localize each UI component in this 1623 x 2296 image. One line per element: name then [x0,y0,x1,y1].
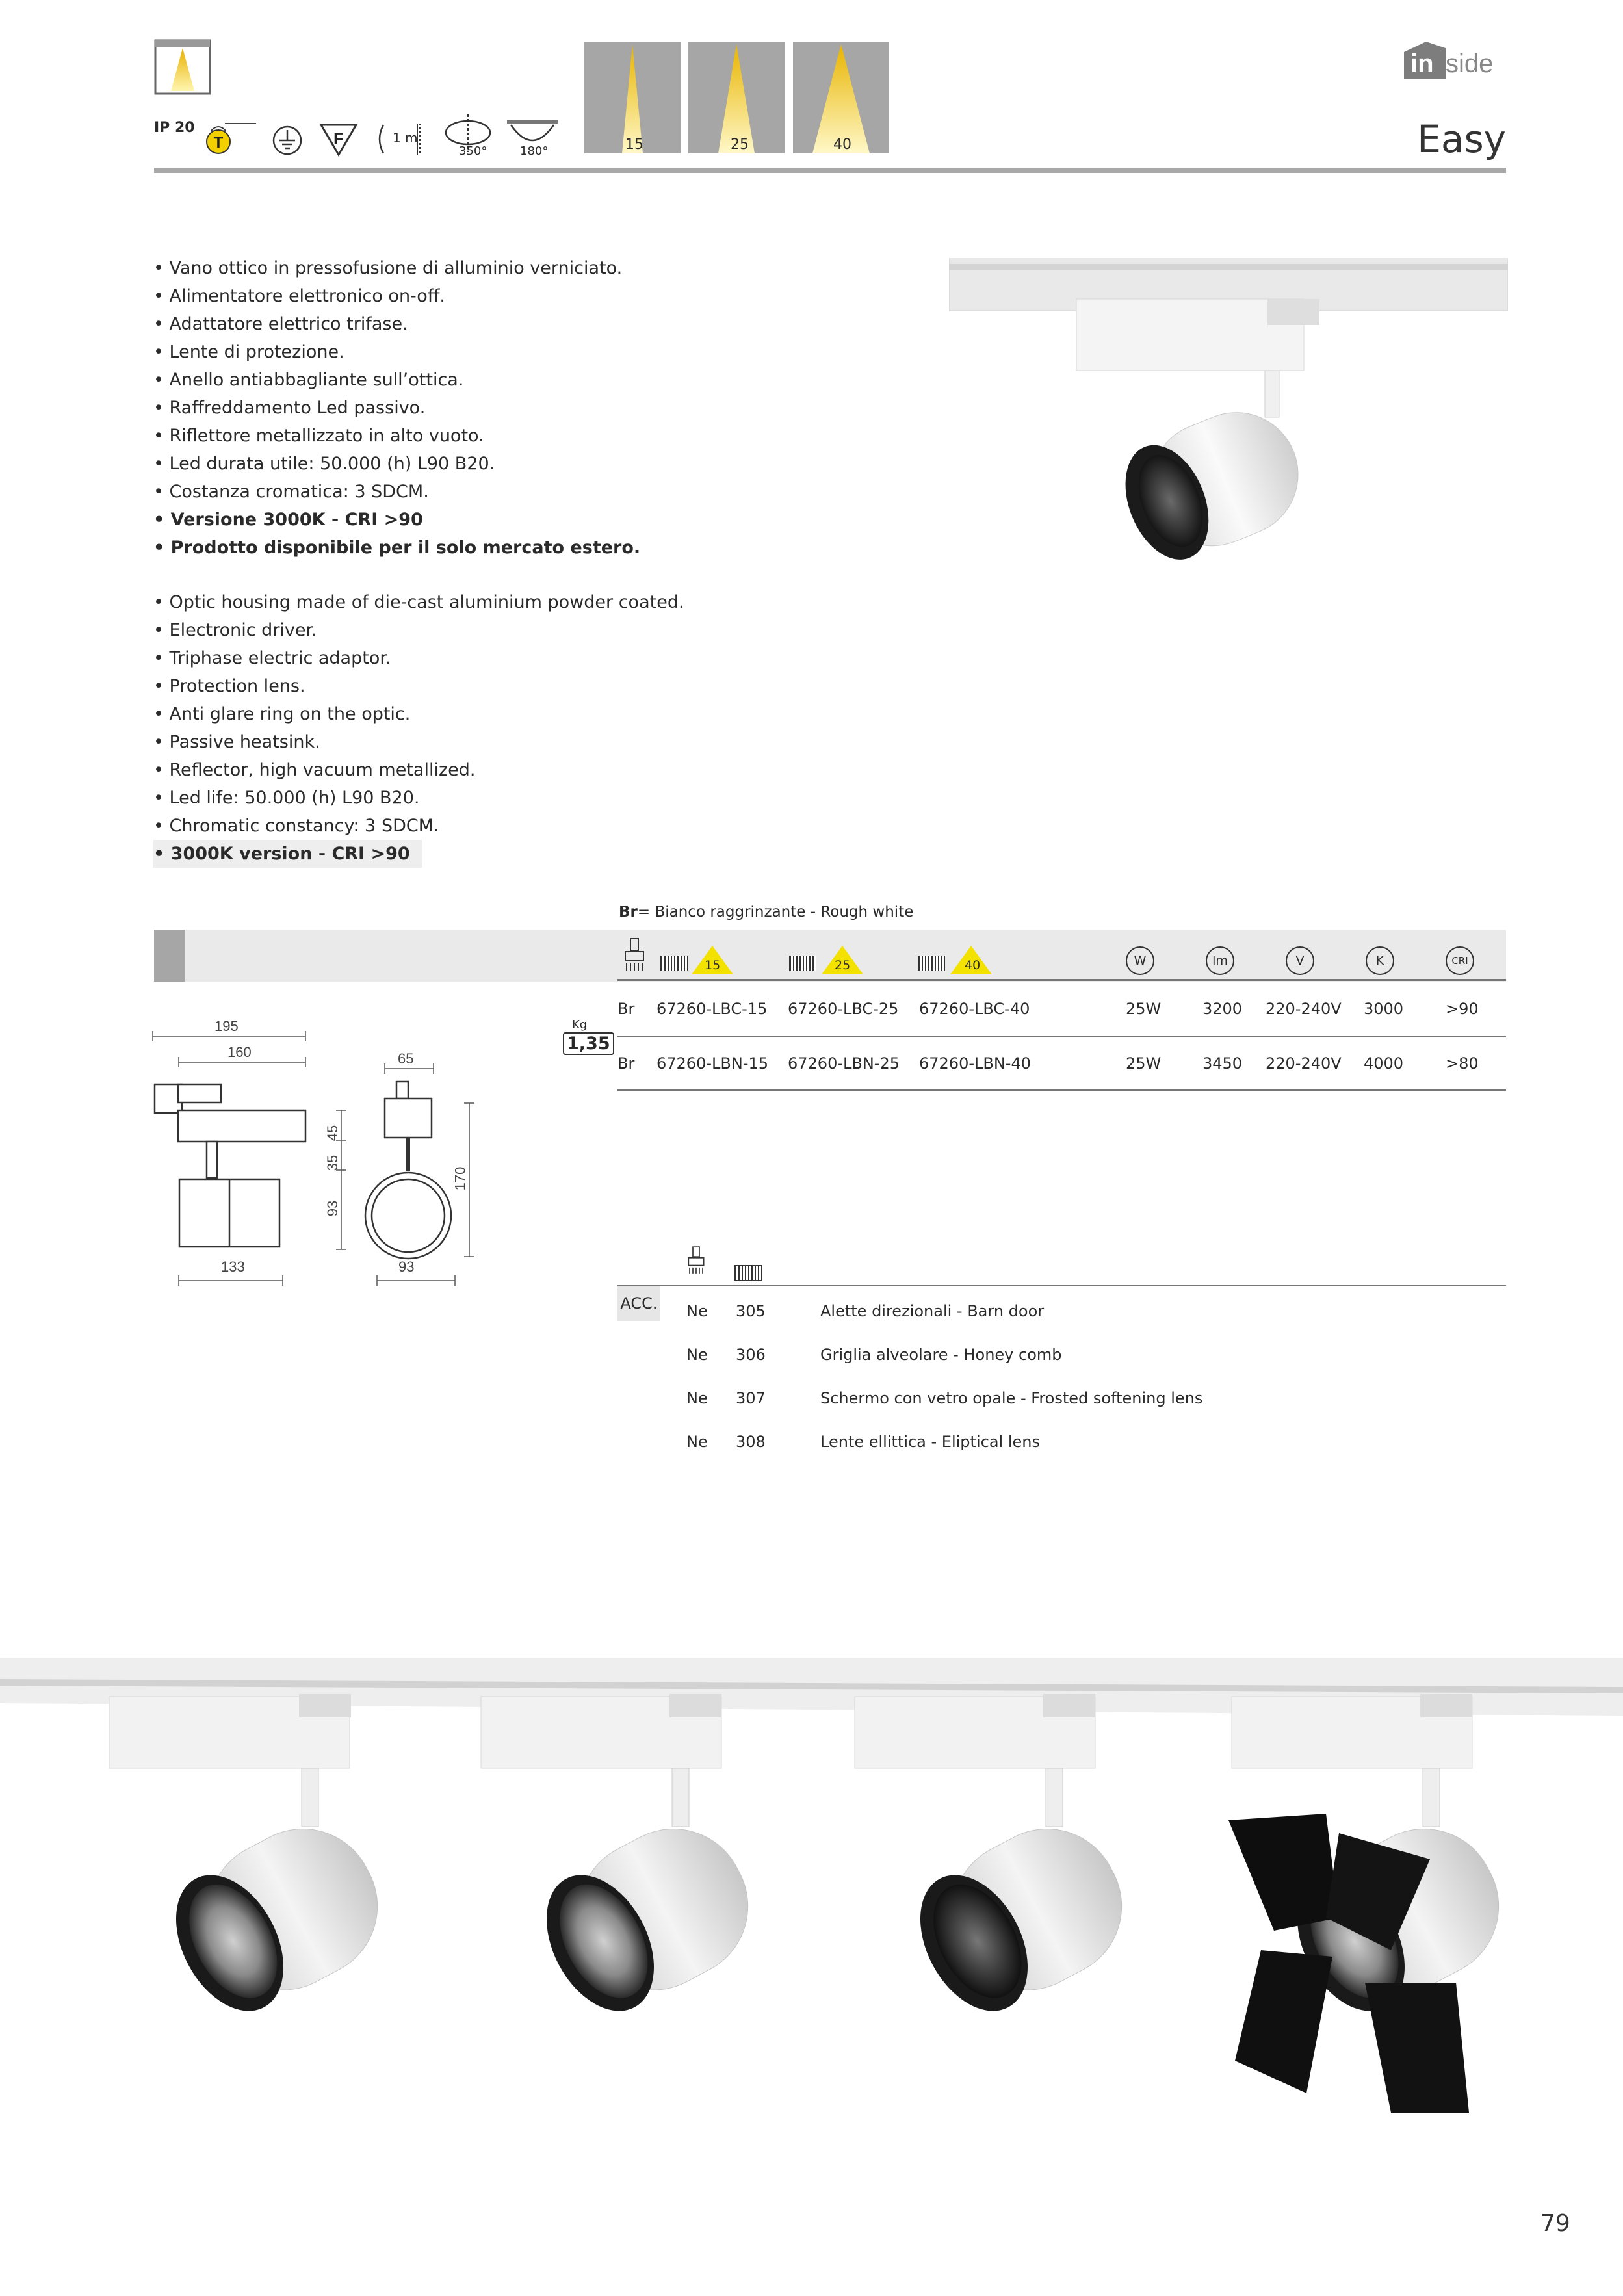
header [0,0,1623,176]
dimension-drawing [149,1014,500,1287]
watt-icon: W [1126,946,1154,975]
dim-195: 195 [214,1018,239,1034]
row-code-15: 67260-LBC-15 [656,1000,768,1018]
accessory-finish: Ne [686,1433,708,1451]
feature-en-7: • Reflector, high vacuum metallized. [153,760,476,780]
barcode-icon [734,1265,762,1281]
finish-note-code: Br [619,904,638,920]
row-volt: 220-240V [1266,1000,1342,1018]
row-code-25: 67260-LBN-25 [788,1054,900,1073]
ip-rating: IP 20 [154,120,195,136]
svg-text:F: F [333,129,344,148]
beam-label-25: 25 [731,137,749,153]
feature-it-6: • Raffreddamento Led passivo. [153,398,426,418]
table-header-rule [617,979,1506,981]
table-beam-25: 25 [835,958,851,972]
dim-65: 65 [398,1050,414,1067]
finish-note [619,904,913,920]
row-watt: 25W [1126,1054,1162,1073]
feature-it-5: • Anello antiabbagliante sull’ottica. [153,370,464,390]
row-watt: 25W [1126,1000,1162,1018]
barcode-icon [660,956,688,971]
feature-it-7: • Riflettore metallizzato in alto vuoto. [153,426,484,446]
row-kelvin: 4000 [1364,1054,1404,1073]
brand-logo-prefix: in [1410,49,1434,78]
beam-label-15: 15 [625,137,643,153]
row-code-40: 67260-LBC-40 [919,1000,1030,1018]
accessory-finish: Ne [686,1346,708,1364]
table-beam-40: 40 [965,958,981,972]
page-number: 79 [1540,2210,1570,2237]
feature-en-bold-1: • 3000K version - CRI >90 [153,840,422,868]
beam-label-40: 40 [833,137,851,153]
row-kelvin: 3000 [1364,1000,1404,1018]
accessory-desc: Schermo con vetro opale - Frosted softening lens [820,1389,1203,1407]
cri-icon: CRI [1446,946,1474,975]
earth-ground-icon [272,125,303,156]
features-italian [153,254,640,562]
row-code-15: 67260-LBN-15 [656,1054,768,1073]
feature-en-5: • Anti glare ring on the optic. [153,704,411,724]
accessory-desc: Lente ellittica - Eliptical lens [820,1433,1040,1451]
feature-en-9: • Chromatic constancy: 3 SDCM. [153,816,439,836]
brand-logo-suffix: side [1446,49,1494,78]
feature-en-6: • Passive heatsink. [153,732,320,752]
tilt-label: 180° [520,144,549,158]
temperature-t-icon [205,120,257,159]
feature-it-8: • Led durata utile: 50.000 (h) L90 B20. [153,454,495,474]
dim-93-width: 93 [398,1259,415,1275]
accessory-code: 306 [736,1346,766,1364]
dim-170: 170 [452,1166,469,1191]
product-photo-single [949,254,1508,605]
dim-45: 45 [324,1125,341,1141]
row-cri: >90 [1446,1000,1479,1018]
feature-en-4: • Protection lens. [153,676,305,696]
barcode-icon [918,956,945,971]
dim-160: 160 [227,1044,252,1060]
row-cri: >80 [1446,1054,1479,1073]
table-beam-15: 15 [705,958,721,972]
spotlight-box-icon [154,39,211,95]
accessory-desc: Alette direzionali - Barn door [820,1302,1045,1320]
accessory-code: 308 [736,1433,766,1451]
dim-35: 35 [324,1155,341,1171]
svg-text:T: T [213,134,224,151]
accessory-code: 307 [736,1389,766,1407]
accessory-desc: Griglia alveolare - Honey comb [820,1346,1062,1364]
weight-unit: Kg [572,1018,588,1032]
finish-note-text: = Bianco raggrinzante - Rough white [637,904,914,920]
feature-it-9: • Costanza cromatica: 3 SDCM. [153,482,429,502]
row-lumen: 3200 [1202,1000,1243,1018]
dim-93-height: 93 [324,1200,341,1217]
feature-it-3: • Adattatore elettrico trifase. [153,314,408,334]
accessories-label: ACC. [617,1286,660,1321]
row-volt: 220-240V [1266,1054,1342,1073]
barcode-icon [789,956,816,971]
row-code-40: 67260-LBN-40 [919,1054,1031,1073]
accessory-finish: Ne [686,1302,708,1320]
feature-it-4: • Lente di protezione. [153,342,344,362]
table-header-band-accent [154,930,185,982]
rotation-label: 350° [459,144,487,158]
row-divider [617,1089,1506,1091]
lumen-icon: lm [1206,946,1234,975]
row-lumen: 3450 [1202,1054,1243,1073]
feature-it-bold-1: • Versione 3000K - CRI >90 [153,510,423,530]
dim-133: 133 [221,1259,245,1275]
product-title: Easy [1417,117,1506,161]
accessory-code: 305 [736,1302,766,1320]
accessory-finish: Ne [686,1389,708,1407]
weight-value: 1,35 [563,1032,614,1055]
feature-en-2: • Electronic driver. [153,620,317,640]
feature-it-bold-2: • Prodotto disponibile per il solo mercato estero. [153,538,641,558]
volt-icon: V [1286,946,1314,975]
feature-it-1: • Vano ottico in pressofusione di alluminio verniciato. [153,258,623,278]
kelvin-icon: K [1366,946,1394,975]
f-mark-icon [318,122,359,157]
row-code-25: 67260-LBC-25 [788,1000,899,1018]
spotlight-finish-icon [623,937,646,972]
row-finish: Br [617,1000,635,1018]
spotlight-accessory-icon [686,1246,706,1275]
product-photo-variants [0,1645,1623,2139]
accessories-rule [617,1285,1506,1286]
row-finish: Br [617,1054,635,1073]
feature-it-2: • Alimentatore elettronico on-off. [153,286,446,306]
row-divider [617,1036,1506,1037]
header-rule [154,168,1506,173]
feature-en-1: • Optic housing made of die-cast aluminium powder coated. [153,592,684,612]
cable-length-label: 1 m [393,130,418,146]
features-english [153,588,684,868]
feature-en-3: • Triphase electric adaptor. [153,648,391,668]
feature-en-8: • Led life: 50.000 (h) L90 B20. [153,788,420,808]
